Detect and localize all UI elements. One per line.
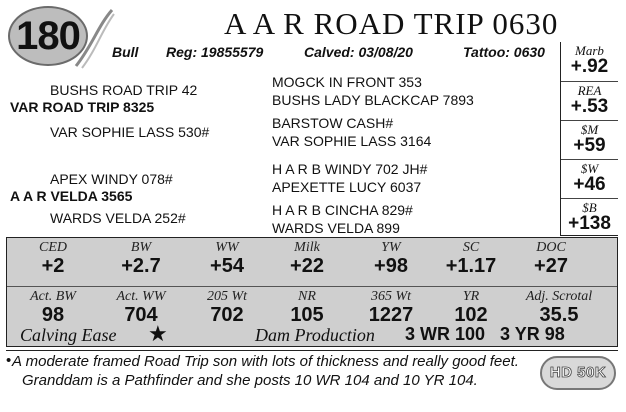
stat-value: +2	[41, 255, 65, 277]
stat-value: +98	[374, 255, 408, 277]
dam: A A R VELDA 3565	[10, 188, 133, 204]
animal-name: A A R ROAD TRIP 0630	[224, 6, 559, 41]
sex: Bull	[112, 44, 139, 60]
epd-box-m	[561, 120, 618, 159]
epd-bw	[99, 241, 183, 277]
stat-label: CED	[39, 240, 67, 255]
epd-value: +138	[568, 213, 611, 234]
hd-50k-label: HD 50K	[549, 364, 607, 381]
stat-value: +22	[290, 255, 324, 277]
stat-value: +54	[210, 255, 244, 277]
stat-value: 35.5	[539, 304, 579, 326]
tattoo: Tattoo: 0630	[463, 44, 545, 60]
epd-ced	[11, 241, 95, 277]
yr	[429, 290, 513, 326]
stat-label: Adj. Scrotal	[525, 289, 593, 304]
sire-sire: BUSHS ROAD TRIP 42	[50, 82, 198, 98]
adj-scrotal	[507, 290, 611, 326]
stat-value: 105	[290, 304, 324, 326]
adj-365-wt	[349, 290, 433, 326]
stat-value: 704	[124, 304, 158, 326]
epd-label: REA	[577, 83, 602, 98]
stat-label: YR	[462, 289, 480, 304]
actual-ww	[99, 290, 183, 326]
epd-yw	[349, 241, 433, 277]
actual-bw	[11, 290, 95, 326]
epd-doc	[509, 241, 593, 277]
stat-label: NR	[298, 289, 316, 304]
dam-sire: APEX WINDY 078#	[50, 171, 173, 187]
stat-label: Milk	[294, 240, 320, 255]
nr	[265, 290, 349, 326]
reg-number: Reg: 19855579	[166, 44, 264, 60]
stat-label: 365 Wt	[370, 289, 412, 304]
stat-value: 102	[454, 304, 488, 326]
dam-dam-dam: WARDS VELDA 899	[272, 220, 400, 236]
epd-label: $W	[580, 161, 599, 176]
epd-box-b	[561, 198, 618, 237]
epd-box-marb	[561, 42, 618, 81]
stat-label: BW	[130, 240, 152, 255]
stat-label: SC	[462, 240, 480, 255]
epd-label: $M	[580, 122, 599, 137]
stat-value: +2.7	[121, 255, 161, 277]
sire-dam-dam: VAR SOPHIE LASS 3164	[272, 133, 432, 149]
star-icon: ★	[148, 321, 168, 346]
dam-sire-sire: H A R B WINDY 702 JH#	[272, 161, 428, 177]
dam-production-value: 3 WR 100 3 YR 98	[405, 324, 565, 344]
stat-label: Act. BW	[30, 289, 76, 304]
sire-dam: VAR SOPHIE LASS 530#	[50, 124, 210, 140]
dam-dam: WARDS VELDA 252#	[50, 210, 186, 226]
dam-sire-dam: APEXETTE LUCY 6037	[272, 179, 422, 195]
sire: VAR ROAD TRIP 8325	[10, 99, 155, 115]
divider	[6, 350, 618, 351]
calving-ease-label: Calving Ease	[20, 325, 117, 345]
sire-dam-sire: BARSTOW CASH#	[272, 115, 394, 131]
side-epd-column	[560, 42, 618, 236]
dam-dam-sire: H A R B CINCHA 829#	[272, 202, 413, 218]
lot-badge	[2, 2, 112, 72]
stats-divider	[7, 286, 617, 287]
stat-value: +27	[534, 255, 568, 277]
epd-value: +59	[573, 135, 606, 156]
bullet-icon: •	[6, 352, 12, 369]
stat-value: 1227	[368, 304, 414, 326]
stat-label: Act. WW	[116, 289, 166, 304]
adj-205-wt	[185, 290, 269, 326]
epd-milk	[265, 241, 349, 277]
epd-box-w	[561, 159, 618, 198]
comment: A moderate framed Road Trip son with lots of thickness and really good feet. Granddam is a Pathfinder and she posts 10 WR 104 and 10 YR 104.	[12, 353, 519, 389]
epd-box-rea	[561, 81, 618, 120]
epd-value: +.53	[570, 96, 609, 117]
stat-label: YW	[381, 240, 401, 255]
hd-50k-badge	[540, 356, 616, 390]
dam-production-label: Dam Production	[255, 325, 375, 345]
epd-label: Marb	[575, 43, 604, 58]
sire-sire-sire: MOGCK IN FRONT 353	[272, 74, 422, 90]
epd-value: +.92	[570, 56, 609, 77]
stat-label: 205 Wt	[206, 289, 248, 304]
epd-label: $B	[582, 200, 597, 215]
stat-label: WW	[215, 240, 239, 255]
epd-value: +46	[573, 174, 606, 195]
stat-value: +1.17	[445, 255, 497, 277]
stat-value: 702	[210, 304, 244, 326]
stat-value: 98	[41, 304, 65, 326]
lot-number: 180	[16, 14, 80, 58]
stat-label: DOC	[536, 240, 566, 255]
epd-sc	[429, 241, 513, 277]
epd-ww	[185, 241, 269, 277]
sire-sire-dam: BUSHS LADY BLACKCAP 7893	[272, 92, 474, 108]
calved-date: Calved: 03/08/20	[304, 44, 413, 60]
